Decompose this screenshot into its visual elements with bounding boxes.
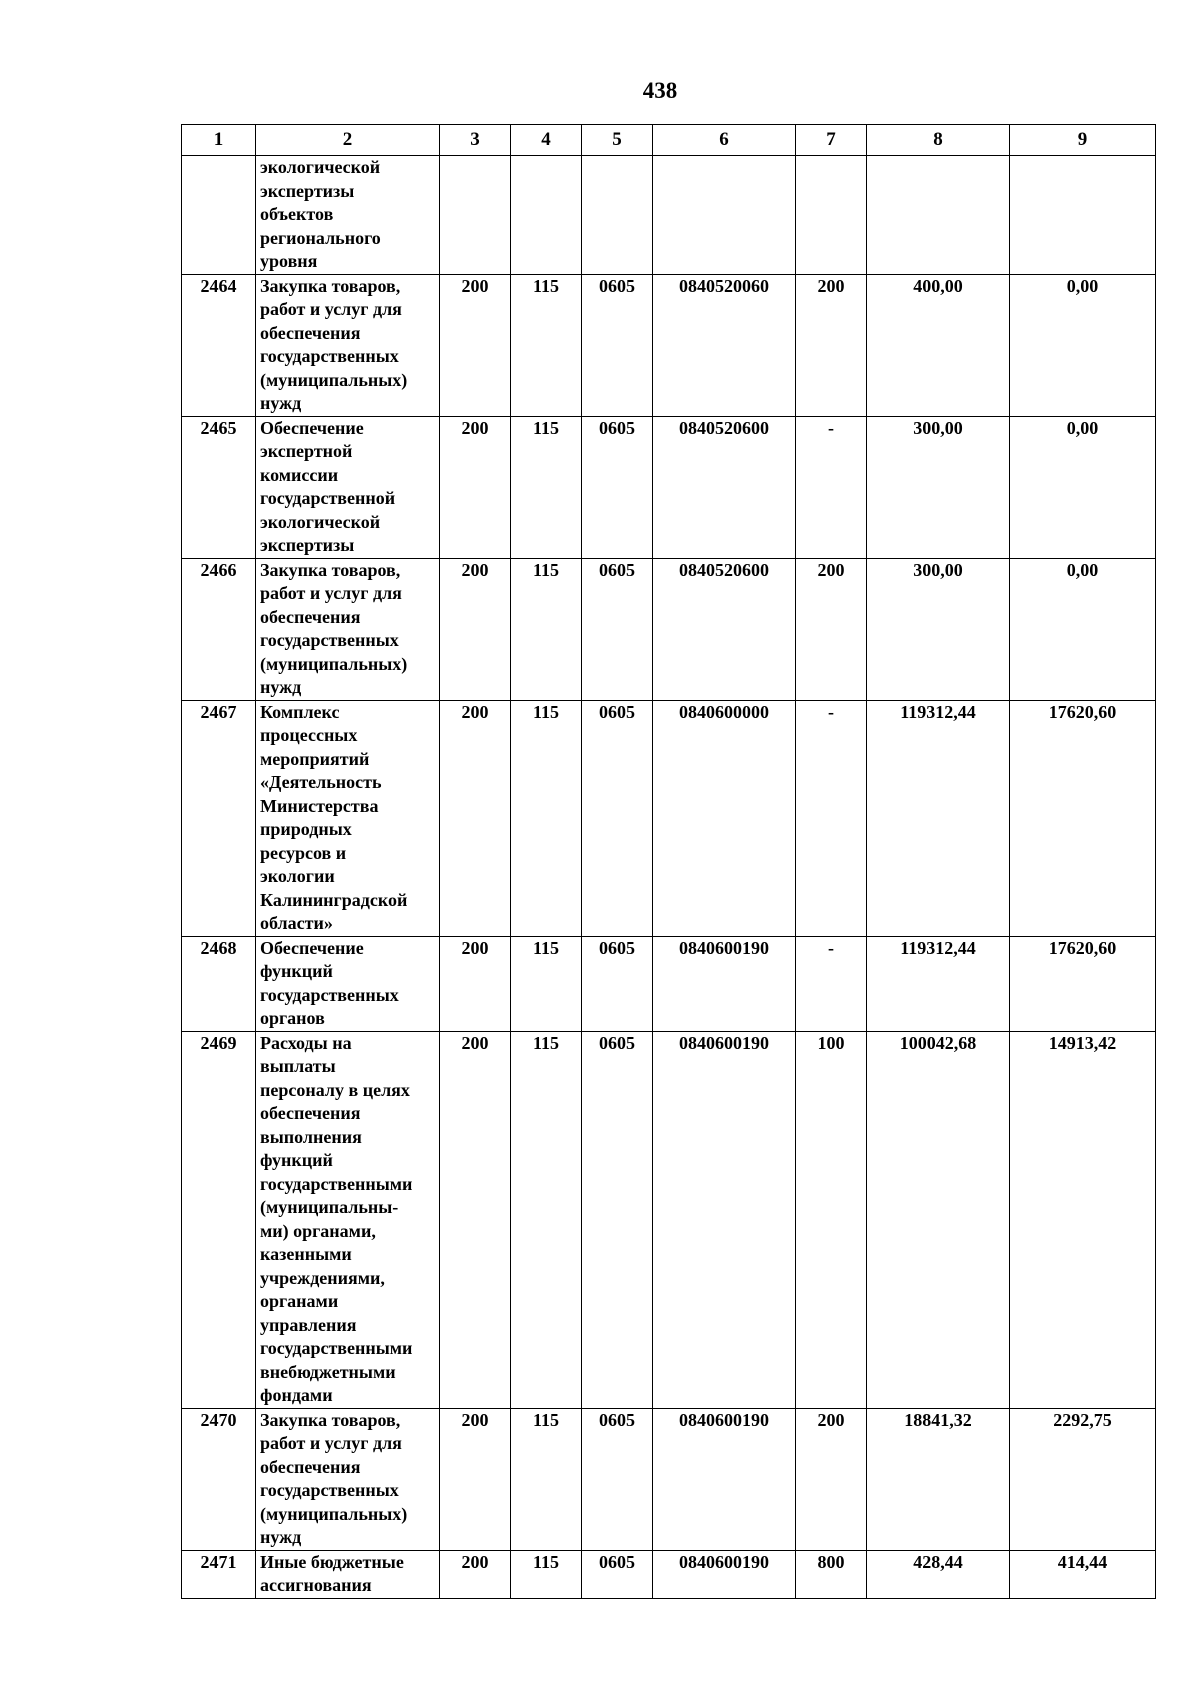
row-name-cell <box>256 1408 440 1550</box>
col4-cell: 115 <box>511 274 582 416</box>
column-header: 6 <box>653 125 796 156</box>
header-row <box>182 125 1156 156</box>
col9-amount-cell: 0,00 <box>1010 274 1156 416</box>
col5-cell <box>582 156 653 275</box>
col5-cell: 0605 <box>582 1031 653 1408</box>
col9-amount-cell: 14913,42 <box>1010 1031 1156 1408</box>
col3-cell: 200 <box>440 700 511 936</box>
col5-cell: 0605 <box>582 558 653 700</box>
row-name-cell <box>256 156 440 275</box>
column-header: 2 <box>256 125 440 156</box>
table-row <box>182 700 1156 936</box>
col8-amount-cell: 18841,32 <box>867 1408 1010 1550</box>
row-name-text: Закупка товаров, работ и услуг для обеспечения государственных (муниципальных) нужд <box>260 559 408 697</box>
col9-amount-cell: 414,44 <box>1010 1550 1156 1598</box>
col3-cell: 200 <box>440 1550 511 1598</box>
col4-cell: 115 <box>511 416 582 558</box>
col7-cell: 100 <box>796 1031 867 1408</box>
row-name-cell <box>256 936 440 1031</box>
col5-cell: 0605 <box>582 274 653 416</box>
col4-cell: 115 <box>511 1031 582 1408</box>
col4-cell: 115 <box>511 1408 582 1550</box>
table-body <box>182 156 1156 1599</box>
col9-amount-cell: 0,00 <box>1010 558 1156 700</box>
col4-cell: 115 <box>511 558 582 700</box>
col6-cell: 0840600190 <box>653 1408 796 1550</box>
col8-amount-cell <box>867 156 1010 275</box>
budget-table <box>181 124 1156 1599</box>
row-name-text: Расходы на выплаты персоналу в целях обеспечения выполнения функций государственными (муниципальны- ми) органами, казенными учреждениями, органами управления государственными внебюджетными фондами <box>260 1032 413 1405</box>
row-number-cell: 2464 <box>182 274 256 416</box>
row-number-cell: 2467 <box>182 700 256 936</box>
row-name-cell <box>256 274 440 416</box>
table-row <box>182 416 1156 558</box>
col7-cell: - <box>796 936 867 1031</box>
col8-amount-cell: 300,00 <box>867 416 1010 558</box>
row-number-cell: 2469 <box>182 1031 256 1408</box>
row-number-cell <box>182 156 256 275</box>
col4-cell: 115 <box>511 700 582 936</box>
col8-amount-cell: 400,00 <box>867 274 1010 416</box>
row-name-text: Обеспечение экспертной комиссии государственной экологической экспертизы <box>260 417 396 555</box>
col6-cell: 0840600190 <box>653 936 796 1031</box>
col7-cell: - <box>796 700 867 936</box>
row-number-cell: 2468 <box>182 936 256 1031</box>
col6-cell <box>653 156 796 275</box>
row-name-text: Обеспечение функций государственных органов <box>260 937 399 1028</box>
row-number-cell: 2465 <box>182 416 256 558</box>
col5-cell: 0605 <box>582 416 653 558</box>
table-row <box>182 274 1156 416</box>
col3-cell: 200 <box>440 1031 511 1408</box>
col6-cell: 0840520600 <box>653 558 796 700</box>
row-name-text: экологической экспертизы объектов регионального уровня <box>260 157 381 271</box>
column-header: 1 <box>182 125 256 156</box>
col6-cell: 0840600190 <box>653 1550 796 1598</box>
row-name-cell <box>256 558 440 700</box>
page-number: 438 <box>642 78 678 103</box>
column-header: 7 <box>796 125 867 156</box>
column-header: 8 <box>867 125 1010 156</box>
col8-amount-cell: 428,44 <box>867 1550 1010 1598</box>
col5-cell: 0605 <box>582 1408 653 1550</box>
col9-amount-cell: 0,00 <box>1010 416 1156 558</box>
row-name-text: Иные бюджетные ассигнования <box>260 1551 404 1595</box>
table-row <box>182 1408 1156 1550</box>
col4-cell: 115 <box>511 1550 582 1598</box>
col3-cell: 200 <box>440 936 511 1031</box>
row-name-cell <box>256 700 440 936</box>
col9-amount-cell: 17620,60 <box>1010 936 1156 1031</box>
row-name-text: Закупка товаров, работ и услуг для обеспечения государственных (муниципальных) нужд <box>260 275 408 413</box>
column-header: 5 <box>582 125 653 156</box>
column-header: 4 <box>511 125 582 156</box>
row-number-cell: 2466 <box>182 558 256 700</box>
col8-amount-cell: 119312,44 <box>867 700 1010 936</box>
row-name-text: Комплекс процессных мероприятий «Деятельность Министерства природных ресурсов и экологии Калининградской области» <box>260 701 408 933</box>
col7-cell: - <box>796 416 867 558</box>
col7-cell: 200 <box>796 558 867 700</box>
col3-cell: 200 <box>440 1408 511 1550</box>
row-number-cell: 2471 <box>182 1550 256 1598</box>
col9-amount-cell <box>1010 156 1156 275</box>
col5-cell: 0605 <box>582 700 653 936</box>
col5-cell: 0605 <box>582 936 653 1031</box>
col7-cell: 200 <box>796 274 867 416</box>
col9-amount-cell: 17620,60 <box>1010 700 1156 936</box>
table-row <box>182 558 1156 700</box>
table-row <box>182 1550 1156 1598</box>
column-header: 9 <box>1010 125 1156 156</box>
row-number-cell: 2470 <box>182 1408 256 1550</box>
col6-cell: 0840520600 <box>653 416 796 558</box>
row-name-cell <box>256 1031 440 1408</box>
col7-cell: 200 <box>796 1408 867 1550</box>
column-header: 3 <box>440 125 511 156</box>
table-row <box>182 1031 1156 1408</box>
row-name-text: Закупка товаров, работ и услуг для обеспечения государственных (муниципальных) нужд <box>260 1409 408 1547</box>
col8-amount-cell: 100042,68 <box>867 1031 1010 1408</box>
col6-cell: 0840600190 <box>653 1031 796 1408</box>
col7-cell <box>796 156 867 275</box>
col3-cell: 200 <box>440 558 511 700</box>
col3-cell: 200 <box>440 416 511 558</box>
col3-cell: 200 <box>440 274 511 416</box>
col9-amount-cell: 2292,75 <box>1010 1408 1156 1550</box>
col6-cell: 0840520060 <box>653 274 796 416</box>
col4-cell <box>511 156 582 275</box>
col4-cell: 115 <box>511 936 582 1031</box>
col3-cell <box>440 156 511 275</box>
col5-cell: 0605 <box>582 1550 653 1598</box>
col7-cell: 800 <box>796 1550 867 1598</box>
row-name-cell <box>256 416 440 558</box>
row-name-cell <box>256 1550 440 1598</box>
table-row <box>182 936 1156 1031</box>
col8-amount-cell: 119312,44 <box>867 936 1010 1031</box>
col6-cell: 0840600000 <box>653 700 796 936</box>
col8-amount-cell: 300,00 <box>867 558 1010 700</box>
table-row <box>182 156 1156 275</box>
